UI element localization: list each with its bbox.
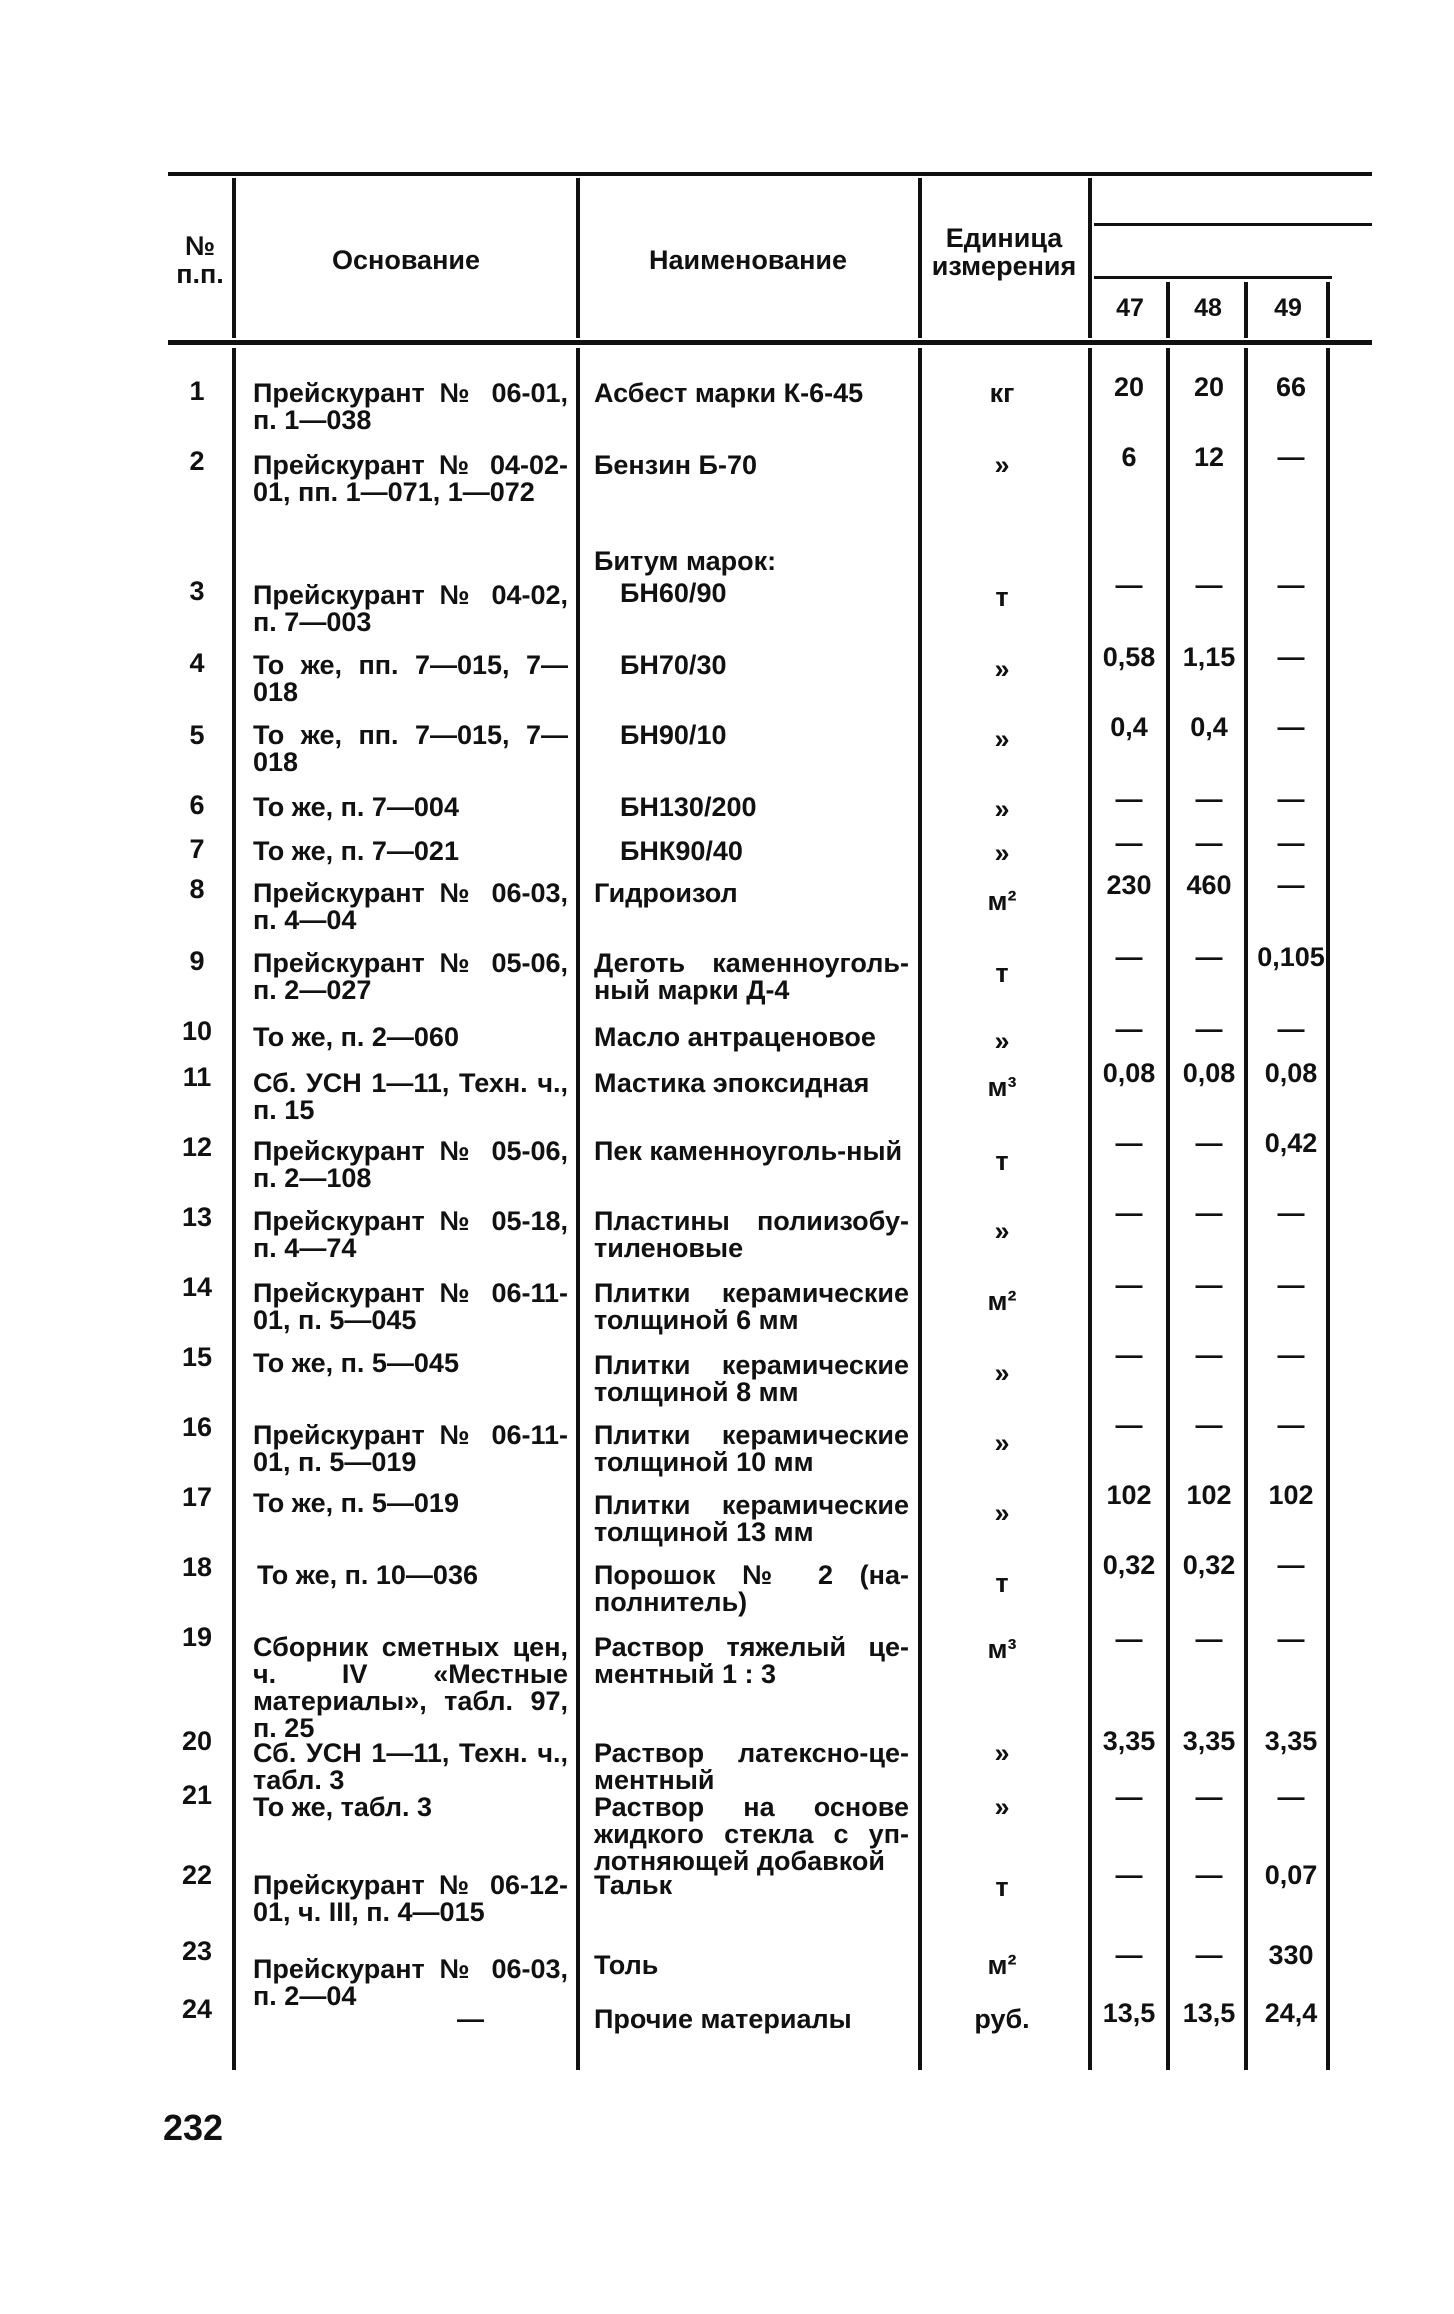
row-value-47: — (1115, 1940, 1143, 1970)
row-unit: » (994, 1738, 1010, 1768)
row-value-49: — (1277, 642, 1305, 672)
row-number: 9 (189, 946, 205, 976)
row-name: Мастика эпоксидная (594, 1068, 870, 1098)
row-value-49: — (1277, 1014, 1305, 1044)
row-value-47: 13,5 (1102, 1998, 1156, 2028)
row-value-49: 0,105 (1257, 942, 1325, 972)
row-number: 2 (189, 446, 205, 476)
row-name: Деготь каменноуголь-ный марки Д-4 (594, 948, 909, 1005)
row-number: 14 (181, 1272, 213, 1302)
row-basis: Прейскурант № 06-03, п. 2—04 (253, 1954, 568, 2011)
row-value-47: — (1115, 828, 1143, 858)
row-number: 24 (181, 1994, 213, 2024)
row-unit: м² (987, 1950, 1017, 1980)
row-basis: То же, табл. 3 (253, 1792, 433, 1822)
row-number: 23 (181, 1936, 213, 1966)
row-value-48: — (1195, 1410, 1223, 1440)
row-value-49: 102 (1268, 1480, 1314, 1510)
row-unit: т (995, 1146, 1009, 1176)
row-value-47: — (1115, 1270, 1143, 1300)
row-value-49: 0,42 (1264, 1128, 1318, 1158)
row-unit: т (995, 958, 1009, 988)
row-unit: руб. (974, 2004, 1030, 2034)
column-divider (232, 348, 236, 2070)
row-name: Плитки керамические толщиной 10 мм (594, 1420, 909, 1477)
row-number: 6 (189, 790, 205, 820)
header-subgroup-rule (1094, 276, 1332, 279)
row-value-49: — (1277, 570, 1305, 600)
row-unit: » (994, 794, 1010, 824)
row-number: 18 (181, 1552, 213, 1582)
row-value-48: 0,08 (1182, 1058, 1236, 1088)
row-value-48: — (1195, 1198, 1223, 1228)
row-basis: — (457, 2004, 484, 2034)
row-name: Масло антраценовое (594, 1022, 876, 1052)
row-basis: То же, п. 5—019 (253, 1488, 459, 1518)
row-unit: т (995, 1568, 1009, 1598)
row-unit: » (994, 1792, 1010, 1822)
row-number: 19 (181, 1622, 213, 1652)
row-basis: То же, пп. 7—015, 7—018 (253, 720, 568, 777)
row-value-48: 102 (1186, 1480, 1232, 1510)
row-value-47: 3,35 (1102, 1726, 1156, 1756)
row-number: 8 (189, 874, 205, 904)
row-value-48: — (1195, 1940, 1223, 1970)
row-basis: То же, п. 5—045 (253, 1348, 459, 1378)
row-value-49: — (1277, 442, 1305, 472)
header-num: № п.п. (176, 231, 224, 289)
row-value-48: — (1195, 570, 1223, 600)
row-value-47: — (1115, 1014, 1143, 1044)
header-col-48: 48 (1194, 294, 1222, 322)
row-basis: Прейскурант № 04-02, п. 7—003 (253, 580, 568, 637)
row-name: Асбест марки К-6-45 (594, 378, 864, 408)
row-unit: » (994, 1498, 1010, 1528)
row-number: 7 (189, 834, 205, 864)
row-basis: Прейскурант № 06-11-01, п. 5—045 (253, 1278, 568, 1335)
header-name: Наименование (648, 245, 848, 275)
row-value-48: 0,4 (1190, 712, 1228, 742)
row-unit: » (994, 654, 1010, 684)
row-value-47: 0,58 (1102, 642, 1156, 672)
row-name: Тальк (594, 1870, 673, 1900)
header-unit: Единица измерения (931, 223, 1077, 281)
row-name: Плитки керамические толщиной 8 мм (594, 1350, 909, 1407)
row-name: Плитки керамические толщиной 13 мм (594, 1490, 909, 1547)
row-unit: м² (987, 886, 1017, 916)
row-number: 16 (181, 1412, 213, 1442)
row-unit: кг (989, 378, 1015, 408)
row-value-48: 1,15 (1182, 642, 1236, 672)
row-basis: Сборник сметных цен, ч. IV «Местные материалы», табл. 97, п. 25 (253, 1632, 568, 1743)
row-unit: м³ (987, 1634, 1017, 1664)
row-name: Раствор тяжелый це-ментный 1 : 3 (594, 1632, 909, 1689)
row-value-48: — (1195, 1860, 1223, 1890)
row-value-48: 0,32 (1182, 1550, 1236, 1580)
header-basis: Основание (332, 245, 480, 275)
row-value-48: 20 (1193, 372, 1225, 402)
row-value-48: — (1195, 1014, 1223, 1044)
row-value-48: 460 (1186, 870, 1232, 900)
row-basis: Прейскурант № 06-11-01, п. 5—019 (253, 1420, 568, 1477)
row-number: 1 (189, 376, 205, 406)
row-name: Пластины полиизобу-тиленовые (594, 1206, 909, 1263)
row-basis: Прейскурант № 04-02-01, пп. 1—071, 1—072 (253, 450, 568, 507)
row-value-47: — (1115, 1782, 1143, 1812)
row-basis: Сб. УСН 1—11, Техн. ч., п. 15 (253, 1068, 568, 1125)
row-value-47: — (1115, 942, 1143, 972)
row-unit: м³ (987, 1072, 1017, 1102)
row-value-47: — (1115, 1860, 1143, 1890)
row-name: БН90/10 (620, 720, 727, 750)
row-unit: т (995, 1872, 1009, 1902)
row-basis: Прейскурант № 06-03, п. 4—04 (253, 878, 568, 935)
row-value-48: 3,35 (1182, 1726, 1236, 1756)
row-value-49: — (1277, 1340, 1305, 1370)
header-col-47: 47 (1116, 294, 1144, 322)
row-name: Пек каменноуголь-ный (594, 1136, 903, 1166)
row-value-49: — (1277, 784, 1305, 814)
row-value-47: 102 (1106, 1480, 1152, 1510)
row-value-48: — (1195, 942, 1223, 972)
row-value-49: 66 (1275, 372, 1307, 402)
row-number: 5 (189, 720, 205, 750)
row-value-49: — (1277, 1624, 1305, 1654)
row-number: 22 (181, 1860, 213, 1890)
row-name: Бензин Б-70 (594, 450, 757, 480)
row-basis: То же, п. 7—004 (253, 792, 459, 822)
row-unit: » (994, 1428, 1010, 1458)
row-value-47: 0,4 (1110, 712, 1148, 742)
row-basis: Сб. УСН 1—11, Техн. ч., табл. 3 (253, 1738, 568, 1795)
row-value-49: 24,4 (1264, 1998, 1318, 2028)
row-number: 15 (181, 1342, 213, 1372)
row-number: 10 (181, 1016, 213, 1046)
row-value-49: — (1277, 1270, 1305, 1300)
row-unit: » (994, 838, 1010, 868)
row-value-49: 3,35 (1264, 1726, 1318, 1756)
row-unit: т (995, 582, 1009, 612)
row-name: Толь (594, 1950, 659, 1980)
row-name: БН70/30 (620, 650, 727, 680)
row-value-47: — (1115, 1410, 1143, 1440)
row-value-49: 0,08 (1264, 1058, 1318, 1088)
row-number: 11 (182, 1062, 212, 1092)
row-number: 12 (181, 1132, 213, 1162)
row-name: Раствор на основе жидкого стекла с уп-лотняющей добавкой (594, 1792, 909, 1876)
row-value-47: 6 (1121, 442, 1137, 472)
table-top-rule (168, 172, 1372, 176)
row-value-47: 0,08 (1102, 1058, 1156, 1088)
row-value-47: — (1115, 784, 1143, 814)
row-value-47: — (1115, 570, 1143, 600)
row-number: 13 (181, 1202, 213, 1232)
row-value-48: — (1195, 784, 1223, 814)
row-name: Прочие материалы (594, 2004, 852, 2034)
row-value-49: 330 (1268, 1940, 1314, 1970)
row-basis: Прейскурант № 05-18, п. 4—74 (253, 1206, 568, 1263)
row-unit: » (994, 1216, 1010, 1246)
row-value-49: — (1277, 1198, 1305, 1228)
row-value-48: — (1195, 1270, 1223, 1300)
header-divider (1244, 282, 1248, 338)
row-unit: » (994, 724, 1010, 754)
row-value-49: — (1277, 1410, 1305, 1440)
row-value-48: — (1195, 1128, 1223, 1158)
header-divider (918, 178, 922, 338)
row-value-47: — (1115, 1198, 1143, 1228)
row-unit: » (994, 1026, 1010, 1056)
row-name: БН130/200 (620, 792, 757, 822)
header-divider (232, 178, 236, 338)
row-unit: » (994, 1358, 1010, 1388)
row-value-48: 12 (1193, 442, 1225, 472)
row-name: Плитки керамические толщиной 6 мм (594, 1278, 909, 1335)
row-value-49: — (1277, 828, 1305, 858)
row-value-48: 13,5 (1182, 1998, 1236, 2028)
row-basis: Прейскурант № 05-06, п. 2—027 (253, 948, 568, 1005)
row-number: 3 (189, 576, 205, 606)
row-basis: То же, пп. 7—015, 7—018 (253, 650, 568, 707)
row-value-48: — (1195, 1782, 1223, 1812)
row-value-49: — (1277, 1550, 1305, 1580)
row-value-48: — (1195, 828, 1223, 858)
row-number: 4 (189, 648, 205, 678)
row-number: 17 (181, 1482, 213, 1512)
row-value-47: — (1115, 1340, 1143, 1370)
row-basis: Прейскурант № 05-06, п. 2—108 (253, 1136, 568, 1193)
row-unit: м² (987, 1286, 1017, 1316)
row-value-47: 0,32 (1102, 1550, 1156, 1580)
page-number: 232 (163, 2107, 224, 2148)
row-value-48: — (1195, 1340, 1223, 1370)
row-name: БНК90/40 (620, 836, 743, 866)
header-group-rule (1094, 223, 1372, 226)
header-bottom-rule (168, 340, 1372, 345)
row-name: Порошок № 2 (на-полнитель) (594, 1560, 909, 1617)
row-name: Гидроизол (594, 878, 738, 908)
row-value-49: 0,07 (1264, 1860, 1318, 1890)
row-group-heading: Битум марок: (594, 546, 777, 576)
column-divider (576, 348, 580, 2070)
row-basis: Прейскурант № 06-12-01, ч. III, п. 4—015 (253, 1870, 568, 1927)
row-value-47: 230 (1106, 870, 1152, 900)
header-divider (1326, 282, 1330, 338)
header-divider (576, 178, 580, 338)
row-value-49: — (1277, 1782, 1305, 1812)
row-unit: » (994, 450, 1010, 480)
row-value-47: — (1115, 1624, 1143, 1654)
row-number: 21 (181, 1780, 213, 1810)
row-number: 20 (181, 1726, 213, 1756)
row-value-48: — (1195, 1624, 1223, 1654)
header-divider (1166, 282, 1170, 338)
row-name: Раствор латексно-це-ментный (594, 1738, 909, 1795)
row-basis: То же, п. 7—021 (253, 836, 459, 866)
header-col-49: 49 (1274, 294, 1302, 322)
row-value-47: — (1115, 1128, 1143, 1158)
row-basis: Прейскурант № 06-01, п. 1—038 (253, 378, 568, 435)
row-value-47: 20 (1113, 372, 1145, 402)
row-name: БН60/90 (620, 578, 727, 608)
row-value-49: — (1277, 870, 1305, 900)
row-basis: То же, п. 10—036 (257, 1560, 478, 1590)
header-divider (1088, 178, 1092, 338)
row-value-49: — (1277, 712, 1305, 742)
row-basis: То же, п. 2—060 (253, 1022, 459, 1052)
